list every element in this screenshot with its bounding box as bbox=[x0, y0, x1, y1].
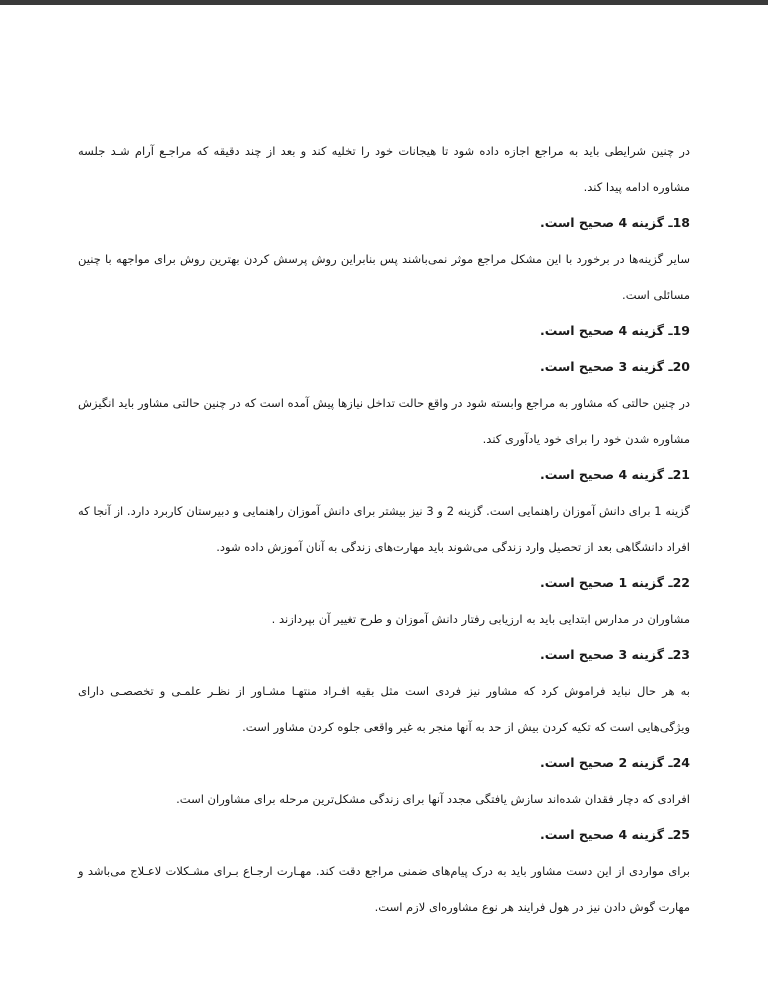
paragraph: گزینه 1 برای دانش آموزان راهنمایی است. گزینه 2 و 3 نیز بیشتر برای دانش آموزان راهنمایی و دبیرستان کاربرد دارد. از آنجا که افراد دانشگاهی بعد از تحصیل وارد زندگی می‌شوند باید مهارت‌های زندگی به آنان آموزش داده شود. bbox=[78, 504, 691, 554]
paragraph: به هر حال نباید فراموش کرد که مشاور نیز فردی است مثل بقیه افـراد منتهـا مشـاور از نظـر علمـی و تخصصـی دارای ویژگی‌هایی است که تکیه کردن بیش از حد به آنها منجر به غیر واقعی جلوه کردن مشاور است. bbox=[78, 684, 690, 734]
answer-heading-20: 20ـ گزینه 3 صحیح است. bbox=[540, 359, 690, 374]
window-top-bar bbox=[0, 0, 768, 5]
paragraph: در چنین حالتی که مشاور به مراجع وابسته شود در واقع حالت تداخل نیازها پیش آمده است که در چنین حالتی مشاور باید انگیزش مشاوره شدن خود را برای خود یادآوری کند. bbox=[78, 396, 690, 446]
paragraph: در چنین شرایطی باید به مراجع اجازه داده شود تا هیجانات خود را تخلیه کند و بعد از چند دقیقه که مراجـع آرام شـد جلسه مشاوره ادامه پیدا کند. bbox=[78, 144, 690, 194]
paragraph: سایر گزینه‌ها در برخورد با این مشکل مراجع موثر نمی‌باشند پس بنابراین روش پرسش کردن بهترین روش برای مواجهه با چنین مسائلی است. bbox=[78, 252, 690, 302]
paragraph: مشاوران در مدارس ابتدایی باید به ارزیابی رفتار دانش آموزان و طرح تغییر آن بپردازند . bbox=[271, 612, 690, 626]
answer-heading-18: 18ـ گزینه 4 صحیح است. bbox=[540, 215, 690, 230]
answer-heading-19: 19ـ گزینه 4 صحیح است. bbox=[540, 323, 690, 338]
answer-heading-25: 25ـ گزینه 4 صحیح است. bbox=[540, 827, 690, 842]
answer-heading-24: 24ـ گزینه 2 صحیح است. bbox=[540, 755, 690, 770]
answer-heading-22: 22ـ گزینه 1 صحیح است. bbox=[540, 575, 690, 590]
answer-heading-21: 21ـ گزینه 4 صحیح است. bbox=[540, 467, 690, 482]
document-page bbox=[78, 133, 690, 925]
paragraph: افرادی که دچار فقدان شده‌اند سازش یافتگی مجدد آنها برای زندگی مشکل‌ترین مرحله برای مشاوران است. bbox=[176, 792, 690, 806]
answer-heading-23: 23ـ گزینه 3 صحیح است. bbox=[540, 647, 690, 662]
paragraph: برای مواردی از این دست مشاور باید به درک پیام‌های ضمنی مراجع دقت کند. مهـارت ارجـاع بـرای مشـکلات لاعـلاج می‌باشد و مهارت گوش دادن نیز در هول فرایند هر نوع مشاوره‌ای لازم است. bbox=[78, 864, 690, 914]
